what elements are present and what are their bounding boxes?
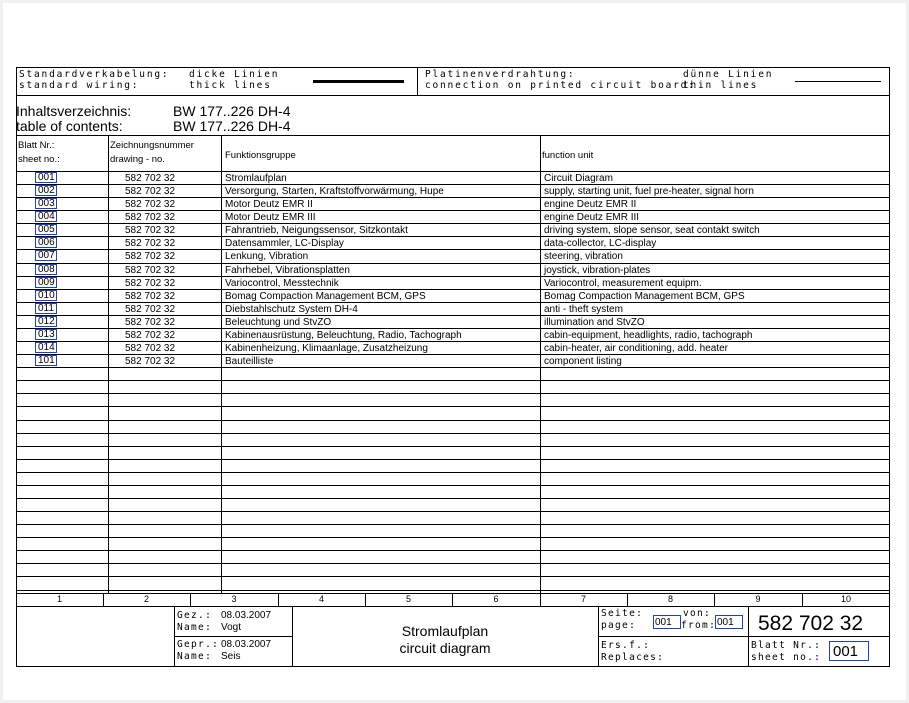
function-unit-cell: illumination and StvZO [544, 317, 645, 328]
function-group-cell: Fahrhebel, Vibrationsplatten [225, 265, 350, 276]
function-group-cell: Fahrantrieb, Neigungssensor, Sitzkontakt [225, 225, 408, 236]
table-row-line [16, 537, 890, 538]
blatt-label: Blatt Nr.: [751, 640, 822, 651]
wiring-left-en: standard wiring: [19, 80, 140, 91]
function-group-cell: Lenkung, Vibration [225, 251, 309, 262]
ersf-label: Ers.f.: [601, 640, 651, 651]
from-value: 001 [717, 617, 734, 628]
tb-hline-left [174, 636, 292, 637]
function-unit-cell: steering, vibration [544, 251, 623, 262]
document-sheet [3, 3, 906, 700]
ruler-label: 1 [56, 594, 62, 604]
table-row-line [16, 406, 890, 407]
gez-label: Gez.: [177, 610, 213, 621]
function-unit-cell: engine Deutz EMR II [544, 199, 637, 210]
sheet-number-link[interactable]: 008 [35, 264, 57, 275]
ruler-label: 5 [405, 594, 411, 604]
table-row-line [16, 433, 890, 434]
ruler-tick [802, 593, 803, 606]
table-row-line [16, 485, 890, 486]
drawing-number-cell: 582 702 32 [125, 186, 176, 197]
sheet-number-link[interactable]: 010 [35, 290, 57, 301]
ruler-bottom-line [16, 606, 890, 607]
name1-label: Name: [177, 622, 213, 633]
wiring-right-de: Platinenverdrahtung: [425, 69, 576, 80]
title-en: circuit diagram [399, 640, 491, 656]
function-group-cell: Bauteilliste [225, 356, 274, 367]
ruler-tick [540, 593, 541, 606]
sheet-number-link[interactable]: 013 [35, 329, 57, 340]
wiring-left-val-de: dicke Linien [189, 69, 280, 80]
name1-value: Vogt [221, 622, 242, 633]
function-group-cell: Stromlaufplan [225, 173, 287, 184]
wiring-right-val-de: dünne Linien [683, 69, 774, 80]
name2-value: Seis [221, 651, 241, 662]
drawing-number-cell: 582 702 32 [125, 225, 176, 236]
ruler-tick [452, 593, 453, 606]
toc-bottom-line [16, 135, 890, 136]
sheetno-label: sheet no.: [751, 652, 822, 663]
toc-model-en: BW 177..226 DH-4 [173, 118, 291, 134]
drawing-number-cell: 582 702 32 [125, 304, 176, 315]
tb-hline-right [598, 636, 890, 637]
drawing-number-cell: 582 702 32 [125, 173, 176, 184]
toc-label-de: Inhaltsverzeichnis: [16, 103, 132, 119]
function-group-cell: Bomag Compaction Management BCM, GPS [225, 291, 426, 302]
table-row-line [16, 590, 890, 591]
drawing-number-cell: 582 702 32 [125, 317, 176, 328]
ruler-tick [714, 593, 715, 606]
table-row-line [16, 380, 890, 381]
ruler-tick [627, 593, 628, 606]
table-row-line [16, 524, 890, 525]
drawing-number-cell: 582 702 32 [125, 291, 176, 302]
ruler-tick [365, 593, 366, 606]
wiring-right-en: connection on printed circuit board: [425, 80, 696, 91]
sheet-value: 001 [833, 643, 859, 660]
table-row-line [16, 550, 890, 551]
sheet-number-link[interactable]: 009 [35, 277, 57, 288]
toc-label-en: table of contents: [16, 118, 123, 134]
drawing-number-cell: 582 702 32 [125, 343, 176, 354]
from-label: from: [681, 620, 717, 631]
title-de: Stromlaufplan [401, 623, 489, 639]
wiring-divider [417, 67, 418, 95]
col-sheet-de: Blatt Nr.: [18, 140, 55, 151]
sheet-number-link[interactable]: 012 [35, 316, 57, 327]
table-row-line [16, 511, 890, 512]
sheet-number-link[interactable]: 011 [35, 303, 57, 314]
ruler-label: 3 [231, 594, 237, 604]
legend-bottom-line [16, 95, 890, 96]
function-group-cell: Variocontrol, Messtechnik [225, 278, 339, 289]
drawing-number-cell: 582 702 32 [125, 278, 176, 289]
function-group-cell: Datensammler, LC-Display [225, 238, 344, 249]
col-unit: function unit [542, 150, 594, 161]
function-unit-cell: joystick, vibration-plates [544, 265, 651, 276]
ruler-label: 2 [143, 594, 149, 604]
name2-label: Name: [177, 651, 213, 662]
replaces-label: Replaces: [601, 652, 665, 663]
ruler-label: 4 [318, 594, 324, 604]
col-group: Funktionsgruppe [225, 150, 296, 161]
sheet-number-link[interactable]: 014 [35, 342, 57, 353]
table-row-line [16, 459, 890, 460]
thick-line-sample [313, 80, 404, 83]
page-value: 001 [655, 617, 672, 628]
seite-label: Seite: [601, 608, 644, 619]
table-row-line [16, 563, 890, 564]
ruler-label: 6 [493, 594, 499, 604]
gez-date: 08.03.2007 [221, 610, 272, 621]
drawing-number-cell: 582 702 32 [125, 251, 176, 262]
function-unit-cell: engine Deutz EMR III [544, 212, 640, 223]
drawing-number-cell: 582 702 32 [125, 212, 176, 223]
function-unit-cell: data-collector, LC-display [544, 238, 657, 249]
function-group-cell: Beleuchtung und StvZO [225, 317, 332, 328]
function-unit-cell: component listing [544, 356, 622, 367]
gepr-date: 08.03.2007 [221, 639, 272, 650]
function-group-cell: Kabinenausrüstung, Beleuchtung, Radio, Tachograph [225, 330, 462, 341]
drawing-number-cell: 582 702 32 [125, 330, 176, 341]
sheet-number-link[interactable]: 005 [35, 224, 57, 235]
thin-line-sample [795, 81, 881, 82]
function-unit-cell: Bomag Compaction Management BCM, GPS [544, 291, 745, 302]
ruler-label: 9 [755, 594, 761, 604]
wiring-left-val-en: thick lines [189, 80, 272, 91]
drawing-number-cell: 582 702 32 [125, 265, 176, 276]
col-drawing-de: Zeichnungsnummer [110, 140, 194, 151]
table-row-line [16, 576, 890, 577]
ruler-label: 10 [840, 594, 851, 604]
ruler-tick [278, 593, 279, 606]
function-group-cell: Diebstahlschutz System DH-4 [225, 304, 358, 315]
sheet-number-link[interactable]: 002 [35, 185, 57, 196]
function-unit-cell: cabin-heater, air conditioning, add. heater [544, 343, 729, 354]
function-group-cell: Motor Deutz EMR II [225, 199, 313, 210]
page-label: page: [601, 620, 637, 631]
toc-model-de: BW 177..226 DH-4 [173, 103, 291, 119]
drawing-number-cell: 582 702 32 [125, 238, 176, 249]
ruler-tick [190, 593, 191, 606]
table-row-line [16, 498, 890, 499]
sheet-number-link[interactable]: 007 [35, 250, 57, 261]
function-unit-cell: anti - theft system [544, 304, 623, 315]
sheet-number-link[interactable]: 003 [35, 198, 57, 209]
ruler-tick [103, 593, 104, 606]
function-unit-cell: Circuit Diagram [544, 173, 613, 184]
function-unit-cell: Variocontrol, measurement equipm. [544, 278, 702, 289]
table-row-line [16, 446, 890, 447]
function-group-cell: Versorgung, Starten, Kraftstoffvorwärmung, Hupe [225, 186, 444, 197]
wiring-left-de: Standardverkabelung: [19, 69, 170, 80]
col-sheet-en: sheet no.: [18, 154, 60, 165]
drawing-number-cell: 582 702 32 [125, 199, 176, 210]
sheet-number-link[interactable]: 001 [35, 172, 57, 183]
function-unit-cell: supply, starting unit, fuel pre-heater, signal horn [544, 186, 754, 197]
drawing-number: 582 702 32 [758, 612, 864, 635]
gepr-label: Gepr.: [177, 639, 220, 650]
table-row-line [16, 393, 890, 394]
wiring-right-val-en: thin lines [683, 80, 759, 91]
sheet-number-link[interactable]: 006 [35, 237, 57, 248]
ruler-label: 7 [580, 594, 586, 604]
drawing-number-cell: 582 702 32 [125, 356, 176, 367]
sheet-number-link[interactable]: 004 [35, 211, 57, 222]
table-row-line [16, 472, 890, 473]
table-row-line [16, 420, 890, 421]
von-label: von: [683, 608, 712, 619]
col-drawing-en: drawing - no. [110, 154, 165, 165]
function-group-cell: Kabinenheizung, Klimaanlage, Zusatzheizung [225, 343, 428, 354]
sheet-number-link[interactable]: 101 [35, 355, 57, 366]
function-group-cell: Motor Deutz EMR III [225, 212, 316, 223]
function-unit-cell: driving system, slope sensor, seat contakt switch [544, 225, 760, 236]
function-unit-cell: cabin-equipment, headlights, radio, tachograph [544, 330, 753, 341]
ruler-label: 8 [667, 594, 673, 604]
